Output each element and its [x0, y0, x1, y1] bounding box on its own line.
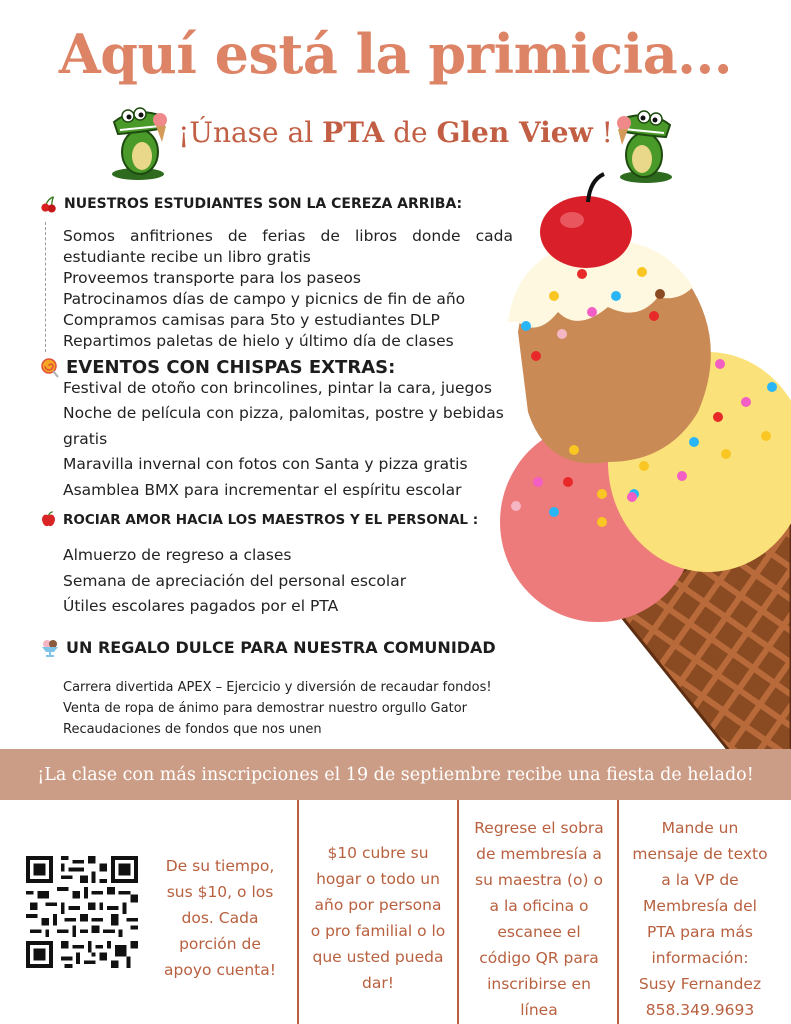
- list-item: Proveemos transporte para los paseos: [63, 269, 361, 287]
- list-item: Maravilla invernal con fotos con Santa y pizza gratis: [63, 455, 468, 473]
- section-heading-students: [40, 195, 462, 213]
- footer-line: línea: [520, 1001, 558, 1019]
- footer-col-cost: [303, 840, 453, 996]
- list-item: Repartimos paletas de hielo y último día de clases: [63, 332, 454, 350]
- section-heading-text: EVENTOS CON CHISPAS EXTRAS:: [66, 357, 396, 378]
- list-item: Semana de apreciación del personal escolar: [63, 571, 407, 590]
- list-students: [63, 226, 513, 352]
- footer-line: dar!: [362, 974, 394, 992]
- list-item: Carrera divertida APEX – Ejercicio y diversión de recaudar fondos!: [63, 680, 492, 695]
- footer-line: $10 cubre su: [327, 844, 429, 862]
- footer-line: apoyo cuenta!: [164, 961, 276, 979]
- list-item: Venta de ropa de ánimo para demostrar nuestro orgullo Gator: [63, 701, 467, 716]
- footer-divider: [617, 800, 619, 1024]
- footer-line: dos. Cada: [181, 909, 259, 927]
- list-item: Patrocinamos días de campo y picnics de fin de año: [63, 290, 466, 308]
- promo-banner: ¡La clase con más inscripciones el 19 de septiembre recibe una fiesta de helado!: [0, 749, 791, 800]
- subtitle-glen-view: Glen View: [436, 116, 593, 149]
- footer-divider: [457, 800, 459, 1024]
- section-heading-text: NUESTROS ESTUDIANTES SON LA CEREZA ARRIBA:: [64, 196, 463, 212]
- list-item: Noche de película con pizza, palomitas, postre y bebidas gratis: [63, 404, 504, 448]
- list-community: [63, 677, 533, 740]
- ice-cream-cone-illustration: [498, 172, 791, 762]
- footer-line: porción de: [179, 935, 261, 953]
- section-heading-text: UN REGALO DULCE PARA NUESTRA COMUNIDAD: [66, 637, 496, 657]
- footer-line: Mande un: [661, 819, 739, 837]
- contact-phone[interactable]: 858.349.9693: [645, 1001, 755, 1019]
- subtitle-prefix: ¡Únase al: [178, 116, 323, 149]
- subtitle-mid: de: [384, 116, 437, 149]
- subtitle-pta: PTA: [322, 116, 385, 149]
- section-heading-teachers: [40, 511, 478, 528]
- footer-line: hogar o todo un: [316, 870, 440, 888]
- footer-line: inscribirse en: [487, 975, 591, 993]
- list-events: [63, 376, 523, 503]
- footer-col-support: [154, 853, 286, 983]
- footer-line: a la oficina o: [489, 897, 589, 915]
- footer-line: información:: [651, 949, 749, 967]
- cherry-icon: [40, 195, 58, 213]
- list-item: Festival de otoño con brincolines, pintar la cara, juegos: [63, 379, 492, 397]
- footer-line: escanee el: [497, 923, 581, 941]
- sundae-icon: [40, 637, 60, 657]
- list-item: Almuerzo de regreso a clases: [63, 546, 292, 564]
- footer-line: mensaje de texto: [632, 845, 768, 863]
- page-title: Aquí está la primicia...: [58, 22, 733, 86]
- footer-col-contact: [622, 815, 778, 1023]
- footer-line: Regrese el sobra: [474, 819, 604, 837]
- footer-line: a la VP de: [661, 871, 739, 889]
- contact-name: Susy Fernandez: [638, 975, 762, 993]
- footer-line: Membresía del: [643, 897, 757, 915]
- section-heading-events: [40, 357, 395, 378]
- section-heading-text: ROCIAR AMOR HACIA LOS MAESTROS Y EL PERSONAL :: [63, 511, 479, 528]
- subtitle-suffix: !: [592, 116, 613, 149]
- footer-line: de membresía a: [476, 845, 602, 863]
- footer-divider: [297, 800, 299, 1024]
- list-item: Asamblea BMX para incrementar el espíritu escolar: [63, 480, 462, 499]
- section-divider-line: [45, 222, 46, 352]
- footer-line: que usted pueda: [312, 948, 444, 966]
- footer-line: su maestra (o) o: [475, 871, 603, 889]
- list-item: Útiles escolares pagados por el PTA: [63, 597, 339, 615]
- gator-mascot-icon: [104, 102, 172, 182]
- qr-code[interactable]: [26, 856, 138, 968]
- footer-col-return: [462, 815, 616, 1023]
- footer-line: PTA para más: [647, 923, 753, 941]
- apple-icon: [40, 511, 57, 528]
- footer-line: o pro familial o lo: [310, 922, 446, 940]
- lollipop-icon: [40, 358, 60, 378]
- list-teachers: [63, 543, 513, 620]
- list-item: Compramos camisas para 5to y estudiantes DLP: [63, 311, 440, 329]
- footer-line: De su tiempo,: [165, 857, 275, 875]
- footer-line: código QR para: [479, 949, 599, 967]
- list-item: Recaudaciones de fondos que nos unen: [63, 722, 322, 737]
- list-item: Somos anfitriones de ferias de libros donde cada estudiante recibe un libro gratis: [63, 227, 513, 266]
- footer-line: año por persona: [314, 896, 442, 914]
- footer-line: sus $10, o los: [166, 883, 274, 901]
- section-heading-community: [40, 637, 496, 657]
